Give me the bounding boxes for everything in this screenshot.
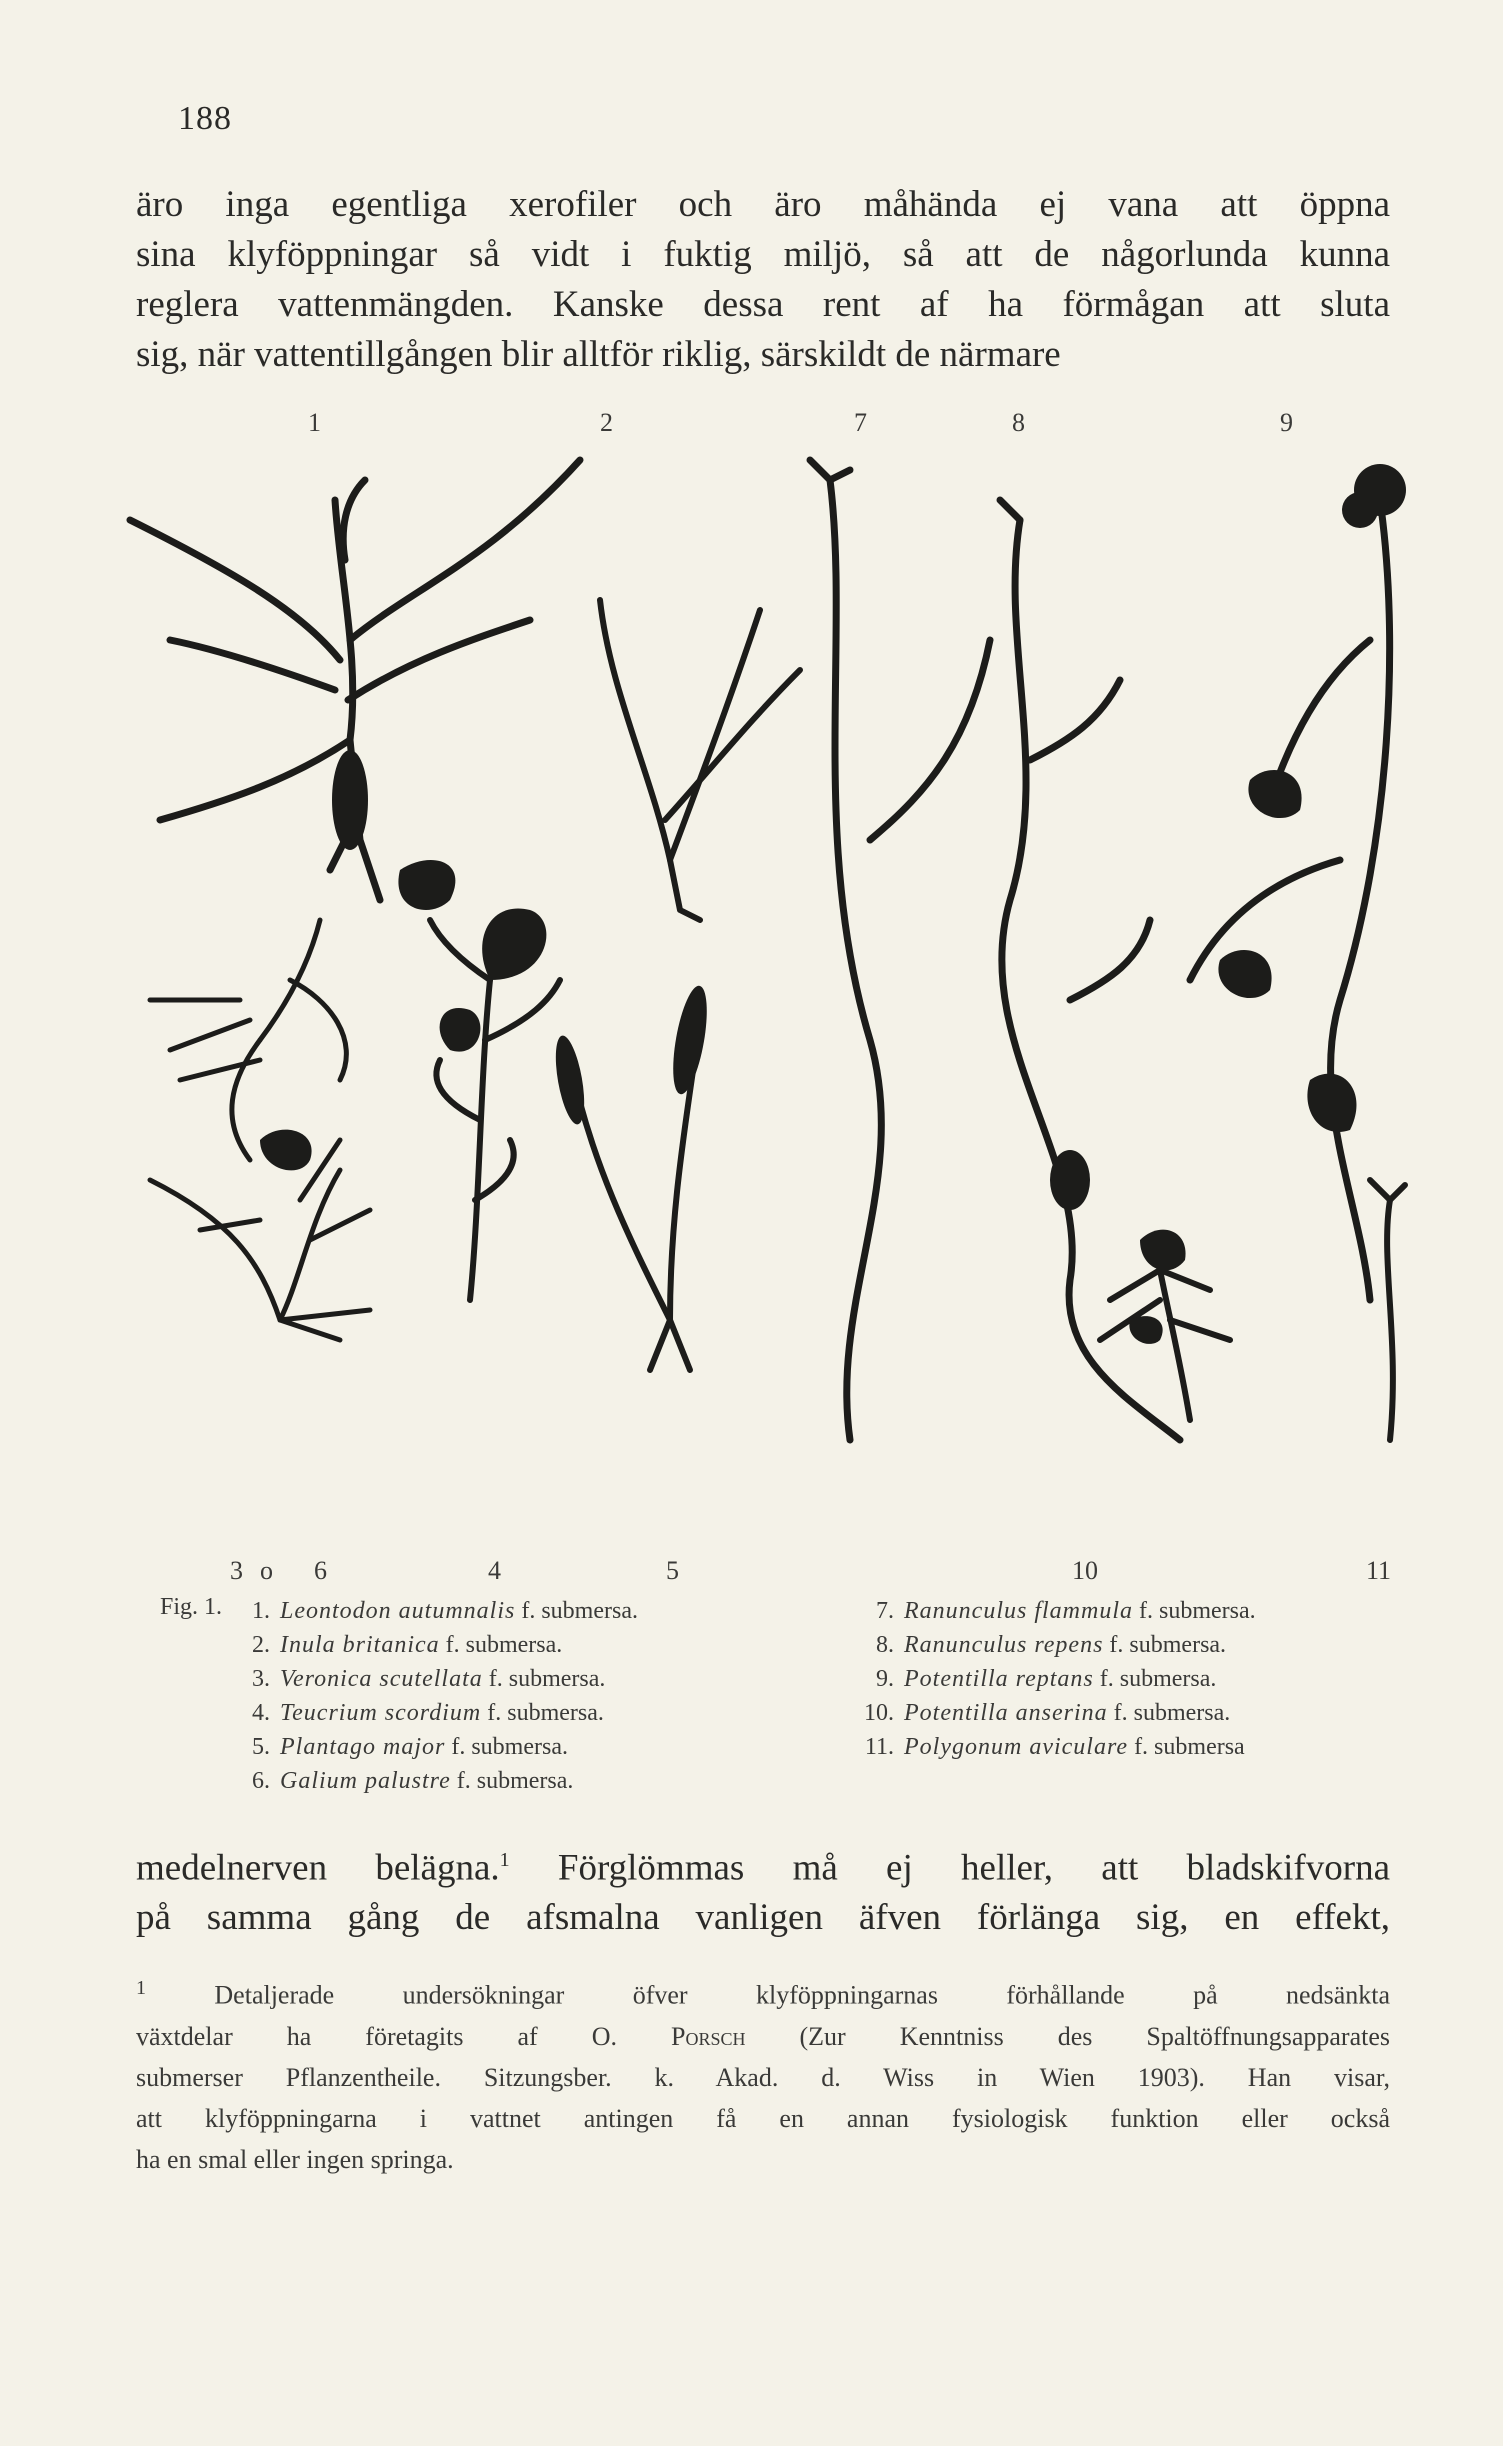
figure-number-1: 1 <box>308 408 321 437</box>
leaf-blob <box>1140 1230 1186 1271</box>
footnote-line: submerser Pflanzentheile. Sitzungsber. k. Akad. d. Wiss in Wien 1903). Han visar, <box>136 2062 1390 2092</box>
footnote <box>136 1968 1390 2180</box>
figure-number-3: 3 <box>230 1556 243 1585</box>
figure-label: Fig. 1. <box>160 1594 223 1620</box>
caption-item: 11. Polygonum aviculare f. submersa <box>864 1734 1245 1760</box>
caption-item: 9. Potentilla reptans f. submersa. <box>876 1666 1217 1692</box>
figure-number-10: 10 <box>1072 1556 1098 1585</box>
specimen-8 <box>1000 500 1180 1440</box>
specimen-10 <box>1100 1270 1230 1420</box>
caption-item: 1. Leontodon autumnalis f. submersa. <box>252 1598 638 1624</box>
leaf-blob <box>1342 492 1378 528</box>
figure-number-4: 4 <box>488 1556 501 1585</box>
paragraph-bottom <box>136 1835 1390 1943</box>
caption-item: 7. Ranunculus flammula f. submersa. <box>876 1598 1256 1624</box>
leaf-blob <box>1248 770 1301 818</box>
leaf-blob <box>332 750 368 850</box>
figure-number-8: 8 <box>1012 408 1025 437</box>
caption-item: 10. Potentilla anserina f. submersa. <box>864 1700 1231 1726</box>
caption-left <box>226 1594 638 1798</box>
plant-specimens-illustration <box>110 440 1410 1550</box>
leaf-blob <box>1129 1316 1162 1344</box>
figure-number-6: 6 <box>314 1556 327 1585</box>
footnote-line: att klyföppningarna i vattnet antingen få en annan fysiologisk funktion eller också <box>136 2103 1390 2133</box>
leaf-blob <box>1050 1150 1090 1210</box>
specimen-9 <box>1190 500 1390 1300</box>
text-line: äro inga egentliga xerofiler och äro måhända ej vana att öppna <box>136 184 1390 225</box>
figure-number-5: 5 <box>666 1556 679 1585</box>
leaf-blob <box>1218 950 1271 998</box>
footnote-line: växtdelar ha företagits af O. Porsch (Zur Kenntniss des Spaltöffnungsapparates <box>136 2021 1390 2051</box>
author-name: Porsch <box>671 2021 746 2051</box>
figure-number-o: o <box>260 1556 273 1585</box>
leaf-blob <box>482 908 546 980</box>
caption-item: 3. Veronica scutellata f. submersa. <box>252 1666 606 1692</box>
botanical-plate <box>110 440 1410 1550</box>
specimen-11 <box>1370 1180 1405 1440</box>
specimen-2 <box>600 600 800 920</box>
text-line: sina klyföppningar så vidt i fuktig miljö, så att de någorlunda kunna <box>136 234 1390 275</box>
text-line: sig, när vattentillgången blir alltför riklig, särskildt de närmare <box>136 334 1061 375</box>
leaf-blob <box>398 860 455 910</box>
footnote-marker: 1 <box>136 1977 146 1999</box>
leaf-blob <box>667 983 714 1096</box>
caption-item: 5. Plantago major f. submersa. <box>252 1734 568 1760</box>
caption-item: 4. Teucrium scordium f. submersa. <box>252 1700 604 1726</box>
figure-number-7: 7 <box>854 408 867 437</box>
footnote-ref: 1 <box>499 1849 510 1871</box>
paragraph-top <box>136 180 1390 380</box>
leaf-blob <box>1307 1074 1356 1132</box>
figure-number-11: 11 <box>1366 1556 1392 1585</box>
figure-number-2: 2 <box>600 408 613 437</box>
text-line: reglera vattenmängden. Kanske dessa rent af ha förmågan att sluta <box>136 284 1390 325</box>
figure-number-9: 9 <box>1280 408 1293 437</box>
specimen-7 <box>810 460 990 1440</box>
specimen-3 <box>150 920 346 1160</box>
caption-item: 6. Galium palustre f. submersa. <box>252 1768 574 1794</box>
text-line: medelnerven belägna.$^1$ Förglömmas må ej heller, att bladskifvorna <box>136 1847 1390 1889</box>
caption-item: 8. Ranunculus repens f. submersa. <box>876 1632 1227 1658</box>
specimen-6 <box>150 1140 370 1340</box>
page-number: 188 <box>178 100 232 137</box>
leaf-blob <box>260 1130 312 1171</box>
footnote-line: ha en smal eller ingen springa. <box>136 2144 454 2174</box>
leaf-blob <box>440 1008 481 1052</box>
caption-right <box>850 1594 1256 1764</box>
text-line: på samma gång de afsmalna vanligen äfven förlänga sig, en effekt, <box>136 1897 1390 1939</box>
footnote-line: $^1$ Detaljerade undersökningar öfver klyföppningarnas förhållande på nedsänkta <box>136 1977 1391 2010</box>
caption-item: 2. Inula britanica f. submersa. <box>252 1632 563 1658</box>
